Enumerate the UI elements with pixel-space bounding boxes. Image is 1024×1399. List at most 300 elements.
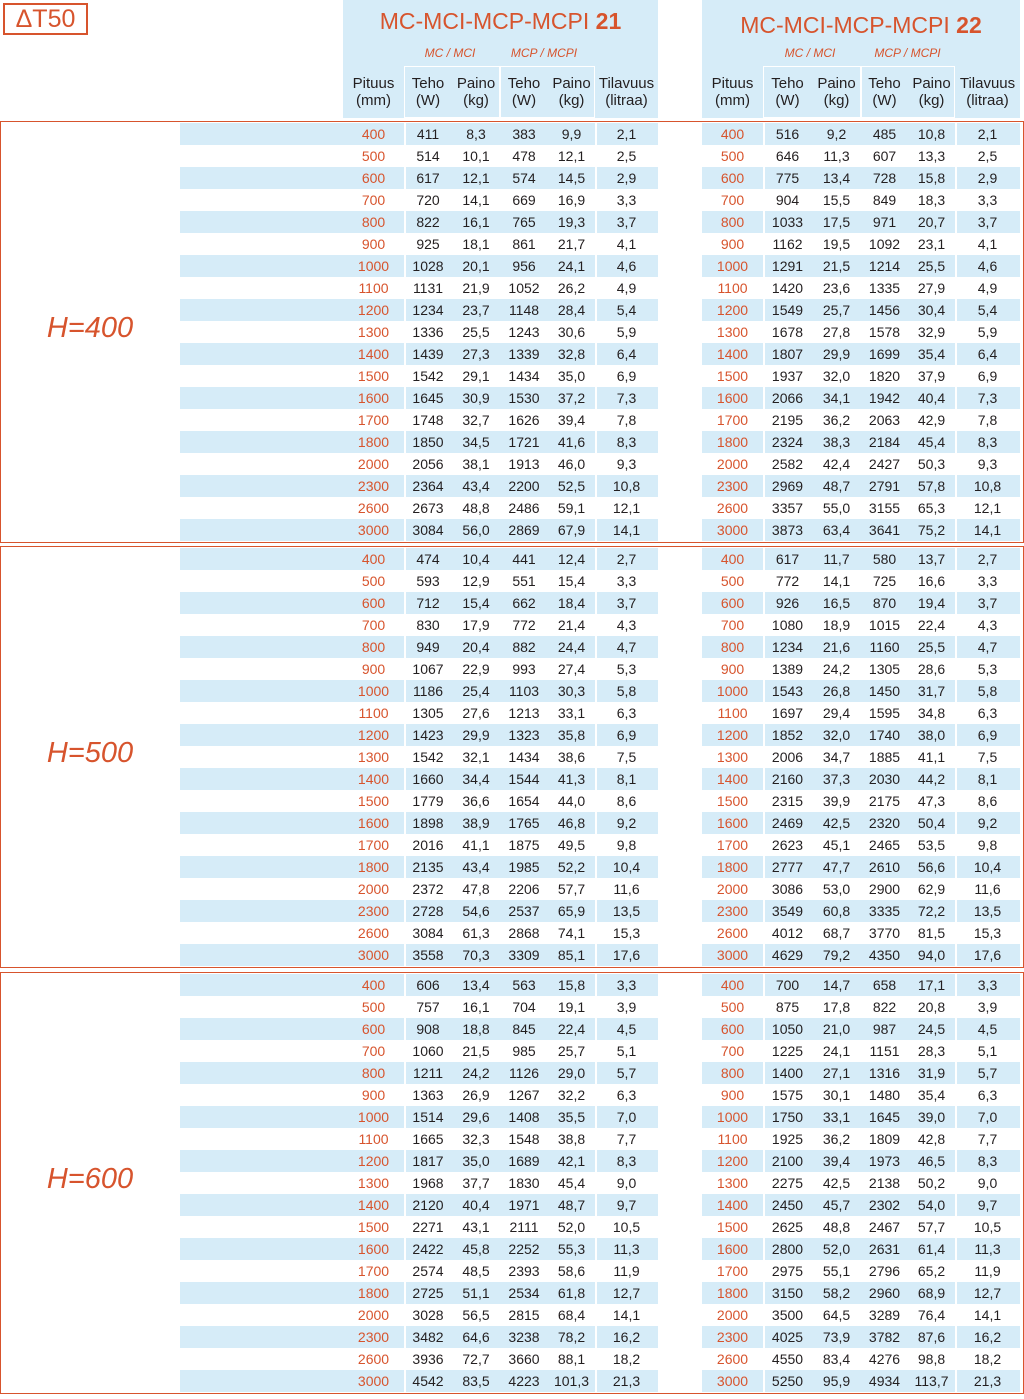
table-row xyxy=(0,1172,1024,1194)
cell-power-mcp-22: 1480 xyxy=(868,1087,901,1103)
cell-power-mcp-22: 2610 xyxy=(868,859,901,875)
cell-power-mcp-21: 1243 xyxy=(508,324,540,340)
cell-length-21: 1300 xyxy=(357,1175,390,1191)
cell-weight-mcp-22: 15,8 xyxy=(917,170,946,186)
table-row xyxy=(0,1194,1024,1216)
cell-weight-mcp-22: 38,0 xyxy=(917,727,946,743)
cell-length-21: 1800 xyxy=(357,859,390,875)
cell-power-mcp-22: 1335 xyxy=(868,280,901,296)
cell-power-mcp-22: 1973 xyxy=(868,1153,901,1169)
cell-power-mc-22: 3357 xyxy=(771,500,804,516)
cell-weight-mcp-22: 47,3 xyxy=(917,793,946,809)
cell-volume-21: 3,9 xyxy=(616,999,637,1015)
cell-weight-mcp-22: 50,2 xyxy=(917,1175,946,1191)
table-row xyxy=(0,812,1024,834)
cell-volume-21: 11,6 xyxy=(613,881,640,897)
cell-weight-mcp-21: 35,0 xyxy=(557,368,586,384)
cell-length-21: 900 xyxy=(361,1087,386,1103)
table-row xyxy=(0,1326,1024,1348)
column-header-unit: (kg) xyxy=(918,92,945,109)
table-row xyxy=(0,900,1024,922)
cell-weight-mcp-22: 53,5 xyxy=(917,837,946,853)
cell-length-22: 800 xyxy=(720,639,745,655)
cell-weight-mc-21: 22,9 xyxy=(462,661,490,677)
cell-length-21: 400 xyxy=(361,551,386,567)
table-row xyxy=(0,1304,1024,1326)
cell-power-mc-21: 617 xyxy=(416,170,440,186)
cell-power-mc-21: 2422 xyxy=(412,1241,444,1257)
cell-weight-mc-22: 55,1 xyxy=(822,1263,851,1279)
cell-weight-mc-21: 17,9 xyxy=(462,617,490,633)
table-row xyxy=(0,1238,1024,1260)
table-row xyxy=(0,856,1024,878)
table-row xyxy=(0,255,1024,277)
cell-power-mc-22: 1543 xyxy=(771,683,804,699)
cell-power-mcp-22: 1305 xyxy=(868,661,901,677)
cell-volume-21: 5,9 xyxy=(616,324,637,340)
cell-length-22: 1800 xyxy=(716,434,749,450)
cell-power-mc-21: 908 xyxy=(416,1021,440,1037)
table-row xyxy=(0,922,1024,944)
cell-power-mc-21: 3084 xyxy=(412,925,444,941)
cell-volume-21: 9,2 xyxy=(616,815,637,831)
cell-power-mc-21: 925 xyxy=(416,236,440,252)
cell-weight-mc-22: 38,3 xyxy=(822,434,851,450)
cell-weight-mcp-22: 19,4 xyxy=(917,595,946,611)
cell-volume-21: 5,8 xyxy=(616,683,637,699)
table-row xyxy=(0,768,1024,790)
table-row xyxy=(0,592,1024,614)
cell-volume-21: 9,7 xyxy=(616,1197,637,1213)
cell-power-mc-21: 1028 xyxy=(412,258,444,274)
cell-weight-mc-22: 36,2 xyxy=(822,412,851,428)
cell-volume-22: 4,7 xyxy=(977,639,998,655)
cell-weight-mc-21: 25,4 xyxy=(462,683,490,699)
cell-volume-21: 5,4 xyxy=(616,302,637,318)
cell-weight-mc-21: 18,1 xyxy=(462,236,490,252)
cell-length-21: 1700 xyxy=(357,1263,390,1279)
cell-power-mcp-21: 1530 xyxy=(508,390,540,406)
cell-volume-22: 4,9 xyxy=(977,280,998,296)
cell-length-21: 1700 xyxy=(357,837,390,853)
cell-length-22: 3000 xyxy=(716,1373,749,1389)
cell-weight-mc-21: 29,9 xyxy=(462,727,490,743)
cell-power-mc-22: 1852 xyxy=(771,727,804,743)
cell-weight-mcp-22: 16,6 xyxy=(917,573,946,589)
cell-power-mcp-21: 2534 xyxy=(508,1285,540,1301)
cell-power-mcp-21: 3238 xyxy=(508,1329,540,1345)
cell-weight-mcp-22: 41,1 xyxy=(917,749,946,765)
cell-length-22: 400 xyxy=(720,126,745,142)
cell-power-mcp-21: 1626 xyxy=(508,412,540,428)
cell-volume-21: 2,7 xyxy=(616,551,637,567)
cell-power-mcp-22: 725 xyxy=(872,573,897,589)
column-header-power-mcp-21 xyxy=(500,75,548,109)
cell-power-mcp-21: 669 xyxy=(512,192,536,208)
cell-length-21: 1800 xyxy=(357,1285,390,1301)
cell-length-21: 500 xyxy=(361,999,386,1015)
cell-length-21: 700 xyxy=(361,192,386,208)
cell-power-mcp-21: 3660 xyxy=(508,1351,540,1367)
table-row xyxy=(0,1260,1024,1282)
cell-volume-22: 4,3 xyxy=(977,617,998,633)
column-header-name: Pituus xyxy=(352,75,395,92)
cell-power-mcp-21: 574 xyxy=(512,170,536,186)
cell-weight-mc-22: 60,8 xyxy=(822,903,851,919)
cell-power-mcp-21: 1434 xyxy=(508,749,540,765)
table-row xyxy=(0,680,1024,702)
cell-volume-22: 10,4 xyxy=(973,859,1002,875)
cell-weight-mc-21: 48,8 xyxy=(462,500,490,516)
cell-weight-mcp-21: 35,8 xyxy=(557,727,586,743)
cell-power-mcp-22: 1645 xyxy=(868,1109,901,1125)
cell-weight-mc-21: 29,6 xyxy=(462,1109,490,1125)
cell-length-21: 2000 xyxy=(357,456,390,472)
cell-power-mc-22: 2800 xyxy=(771,1241,804,1257)
cell-power-mcp-21: 4223 xyxy=(508,1373,540,1389)
cell-power-mc-22: 1549 xyxy=(771,302,804,318)
cell-power-mc-21: 1817 xyxy=(412,1153,444,1169)
cell-volume-21: 11,3 xyxy=(613,1241,640,1257)
cell-weight-mcp-22: 50,4 xyxy=(917,815,946,831)
cell-volume-22: 2,9 xyxy=(977,170,998,186)
cell-weight-mc-22: 37,3 xyxy=(822,771,851,787)
cell-weight-mc-21: 35,0 xyxy=(462,1153,490,1169)
table-row xyxy=(0,497,1024,519)
cell-power-mcp-22: 2302 xyxy=(868,1197,901,1213)
cell-power-mcp-21: 1689 xyxy=(508,1153,540,1169)
cell-length-22: 1800 xyxy=(716,859,749,875)
cell-power-mc-21: 411 xyxy=(416,126,440,142)
cell-power-mcp-22: 1015 xyxy=(868,617,901,633)
cell-weight-mcp-21: 52,2 xyxy=(557,859,586,875)
cell-power-mc-22: 1697 xyxy=(771,705,804,721)
column-header-name: Pituus xyxy=(711,75,754,92)
cell-power-mc-21: 2271 xyxy=(412,1219,444,1235)
cell-weight-mc-21: 32,3 xyxy=(462,1131,490,1147)
cell-volume-22: 2,5 xyxy=(977,148,998,164)
model-prefix: MC-MCI-MCP-MCPI xyxy=(379,8,590,34)
cell-weight-mcp-21: 42,1 xyxy=(557,1153,586,1169)
cell-volume-22: 2,1 xyxy=(977,126,998,142)
cell-weight-mcp-21: 27,4 xyxy=(557,661,586,677)
cell-weight-mc-22: 45,1 xyxy=(822,837,851,853)
cell-power-mcp-22: 987 xyxy=(872,1021,897,1037)
cell-power-mc-22: 875 xyxy=(775,999,800,1015)
cell-power-mcp-21: 2815 xyxy=(508,1307,540,1323)
cell-volume-22: 3,3 xyxy=(977,192,998,208)
cell-length-21: 1200 xyxy=(357,302,390,318)
cell-power-mc-21: 1234 xyxy=(412,302,444,318)
column-header-name: Tilavuus xyxy=(959,75,1016,92)
cell-length-21: 900 xyxy=(361,661,386,677)
cell-length-21: 1300 xyxy=(357,749,390,765)
cell-volume-21: 15,3 xyxy=(612,925,641,941)
cell-weight-mcp-22: 45,4 xyxy=(917,434,946,450)
cell-weight-mc-22: 34,7 xyxy=(822,749,851,765)
cell-weight-mcp-22: 20,8 xyxy=(917,999,946,1015)
cell-volume-21: 10,4 xyxy=(612,859,641,875)
cell-length-21: 1700 xyxy=(357,412,390,428)
cell-power-mc-21: 593 xyxy=(416,573,440,589)
cell-power-mcp-21: 1654 xyxy=(508,793,540,809)
cell-weight-mc-22: 53,0 xyxy=(822,881,851,897)
cell-volume-22: 9,2 xyxy=(977,815,998,831)
column-header-name: Teho xyxy=(868,75,901,92)
cell-power-mc-22: 1050 xyxy=(771,1021,804,1037)
column-header-name: Teho xyxy=(771,75,804,92)
cell-weight-mc-21: 13,4 xyxy=(462,977,490,993)
cell-weight-mc-22: 21,5 xyxy=(822,258,851,274)
cell-weight-mc-22: 14,1 xyxy=(822,573,851,589)
cell-power-mcp-21: 441 xyxy=(512,551,536,567)
cell-volume-22: 8,6 xyxy=(977,793,998,809)
cell-power-mc-22: 772 xyxy=(775,573,800,589)
cell-length-22: 800 xyxy=(720,1065,745,1081)
cell-length-22: 1700 xyxy=(716,1263,749,1279)
cell-power-mc-21: 712 xyxy=(416,595,440,611)
cell-volume-22: 13,5 xyxy=(973,903,1002,919)
cell-weight-mc-21: 40,4 xyxy=(462,1197,490,1213)
cell-power-mc-22: 2066 xyxy=(771,390,804,406)
cell-volume-21: 17,6 xyxy=(612,947,641,963)
cell-weight-mc-21: 47,8 xyxy=(462,881,490,897)
cell-length-21: 1000 xyxy=(357,1109,390,1125)
cell-length-22: 2600 xyxy=(716,925,749,941)
cell-volume-21: 4,5 xyxy=(616,1021,637,1037)
cell-weight-mcp-21: 19,3 xyxy=(557,214,586,230)
cell-power-mcp-21: 1765 xyxy=(508,815,540,831)
cell-length-22: 700 xyxy=(720,617,745,633)
cell-volume-21: 2,1 xyxy=(616,126,637,142)
cell-length-22: 2000 xyxy=(716,881,749,897)
cell-volume-22: 9,3 xyxy=(977,456,998,472)
cell-length-21: 1500 xyxy=(357,793,390,809)
cell-power-mc-22: 1291 xyxy=(771,258,804,274)
cell-volume-21: 8,3 xyxy=(616,1153,637,1169)
cell-weight-mcp-22: 57,7 xyxy=(917,1219,946,1235)
cell-weight-mcp-22: 81,5 xyxy=(917,925,946,941)
cell-weight-mcp-21: 44,0 xyxy=(557,793,586,809)
cell-volume-21: 12,1 xyxy=(612,500,641,516)
cell-length-22: 1300 xyxy=(716,324,749,340)
cell-power-mcp-22: 4276 xyxy=(868,1351,901,1367)
cell-length-21: 2300 xyxy=(357,1329,390,1345)
cell-weight-mc-22: 29,4 xyxy=(822,705,851,721)
cell-weight-mcp-22: 65,2 xyxy=(917,1263,946,1279)
cell-power-mcp-21: 563 xyxy=(512,977,536,993)
column-header-volume-22 xyxy=(955,75,1020,109)
cell-length-21: 3000 xyxy=(357,522,390,538)
cell-weight-mc-21: 83,5 xyxy=(462,1373,490,1389)
cell-power-mc-22: 2450 xyxy=(771,1197,804,1213)
cell-power-mc-22: 1807 xyxy=(771,346,804,362)
cell-power-mcp-21: 1875 xyxy=(508,837,540,853)
cell-length-21: 1200 xyxy=(357,727,390,743)
cell-volume-21: 6,9 xyxy=(616,368,637,384)
cell-weight-mc-21: 21,9 xyxy=(462,280,490,296)
cell-power-mcp-21: 478 xyxy=(512,148,536,164)
cell-weight-mc-22: 73,9 xyxy=(822,1329,851,1345)
cell-weight-mc-22: 27,8 xyxy=(822,324,851,340)
cell-volume-22: 18,2 xyxy=(973,1351,1002,1367)
column-divider xyxy=(763,123,765,541)
cell-weight-mcp-22: 32,9 xyxy=(917,324,946,340)
cell-power-mcp-21: 662 xyxy=(512,595,536,611)
cell-weight-mc-21: 12,9 xyxy=(462,573,490,589)
cell-power-mcp-22: 3289 xyxy=(868,1307,901,1323)
cell-length-22: 1600 xyxy=(716,390,749,406)
column-header-unit: (kg) xyxy=(558,92,585,109)
cell-weight-mc-22: 27,1 xyxy=(822,1065,851,1081)
cell-volume-21: 6,4 xyxy=(616,346,637,362)
cell-weight-mc-22: 26,8 xyxy=(822,683,851,699)
cell-volume-22: 3,3 xyxy=(977,573,998,589)
cell-weight-mcp-21: 30,6 xyxy=(557,324,586,340)
cell-weight-mc-21: 32,7 xyxy=(462,412,490,428)
cell-power-mc-21: 949 xyxy=(416,639,440,655)
cell-volume-21: 5,3 xyxy=(616,661,637,677)
cell-length-22: 3000 xyxy=(716,522,749,538)
column-header-name: Paino xyxy=(456,75,496,92)
cell-weight-mc-21: 41,1 xyxy=(462,837,490,853)
cell-weight-mc-21: 21,5 xyxy=(462,1043,490,1059)
table-row xyxy=(0,343,1024,365)
cell-power-mc-22: 5250 xyxy=(771,1373,804,1389)
cell-weight-mcp-21: 57,7 xyxy=(557,881,586,897)
cell-power-mc-21: 830 xyxy=(416,617,440,633)
cell-length-21: 800 xyxy=(361,214,386,230)
cell-length-22: 2300 xyxy=(716,478,749,494)
cell-power-mc-22: 2625 xyxy=(771,1219,804,1235)
cell-power-mc-22: 700 xyxy=(775,977,800,993)
cell-weight-mcp-22: 65,3 xyxy=(917,500,946,516)
column-divider xyxy=(955,123,957,541)
cell-power-mcp-22: 485 xyxy=(872,126,897,142)
model-title-21 xyxy=(343,8,658,35)
cell-weight-mc-21: 45,8 xyxy=(462,1241,490,1257)
cell-weight-mc-22: 17,8 xyxy=(822,999,851,1015)
cell-power-mcp-21: 1103 xyxy=(508,683,540,699)
cell-power-mcp-22: 2960 xyxy=(868,1285,901,1301)
table-row xyxy=(0,1348,1024,1370)
column-header-unit: (kg) xyxy=(463,92,489,109)
cell-power-mcp-22: 2063 xyxy=(868,412,901,428)
cell-length-21: 1100 xyxy=(358,1131,389,1147)
cell-weight-mc-21: 61,3 xyxy=(462,925,490,941)
cell-weight-mc-21: 70,3 xyxy=(462,947,490,963)
cell-volume-22: 6,9 xyxy=(977,368,998,384)
cell-power-mc-22: 3086 xyxy=(771,881,804,897)
cell-weight-mc-22: 79,2 xyxy=(822,947,851,963)
cell-volume-21: 6,3 xyxy=(616,705,637,721)
cell-power-mcp-21: 993 xyxy=(512,661,536,677)
cell-power-mcp-21: 985 xyxy=(512,1043,536,1059)
cell-power-mcp-21: 2393 xyxy=(508,1263,540,1279)
cell-power-mcp-22: 2427 xyxy=(868,456,901,472)
cell-weight-mcp-22: 42,8 xyxy=(917,1131,946,1147)
cell-length-21: 400 xyxy=(361,977,386,993)
cell-length-21: 1400 xyxy=(357,346,390,362)
model-prefix: MC-MCI-MCP-MCPI xyxy=(740,12,950,38)
cell-power-mcp-22: 4934 xyxy=(868,1373,901,1389)
cell-power-mc-22: 2777 xyxy=(771,859,804,875)
cell-power-mcp-21: 1408 xyxy=(508,1109,540,1125)
cell-power-mcp-22: 1151 xyxy=(869,1043,900,1059)
cell-weight-mc-22: 24,1 xyxy=(822,1043,851,1059)
table-row xyxy=(0,1282,1024,1304)
cell-power-mc-21: 1211 xyxy=(412,1065,444,1081)
cell-power-mcp-22: 2184 xyxy=(868,434,901,450)
table-row xyxy=(0,658,1024,680)
cell-power-mcp-22: 2030 xyxy=(868,771,901,787)
cell-weight-mcp-21: 46,8 xyxy=(557,815,586,831)
cell-weight-mc-22: 47,7 xyxy=(822,859,851,875)
cell-power-mc-21: 1542 xyxy=(412,749,444,765)
cell-length-22: 3000 xyxy=(716,947,749,963)
cell-length-21: 1600 xyxy=(357,815,390,831)
cell-weight-mcp-22: 24,5 xyxy=(917,1021,946,1037)
cell-weight-mcp-21: 32,2 xyxy=(557,1087,586,1103)
cell-volume-21: 7,5 xyxy=(616,749,637,765)
cell-length-22: 1500 xyxy=(716,793,749,809)
cell-power-mc-21: 822 xyxy=(416,214,440,230)
table-row xyxy=(0,1062,1024,1084)
column-divider xyxy=(955,548,957,966)
cell-power-mcp-21: 772 xyxy=(512,617,536,633)
cell-length-21: 1200 xyxy=(357,1153,390,1169)
cell-volume-21: 18,2 xyxy=(612,1351,641,1367)
column-header-weight-mcp-22 xyxy=(908,75,955,109)
cell-length-21: 1500 xyxy=(357,1219,390,1235)
column-header-unit: (kg) xyxy=(823,92,850,109)
cell-weight-mcp-22: 18,3 xyxy=(917,192,946,208)
cell-volume-21: 10,8 xyxy=(612,478,641,494)
cell-weight-mcp-22: 13,3 xyxy=(917,148,946,164)
cell-power-mcp-21: 956 xyxy=(512,258,536,274)
cell-power-mc-22: 775 xyxy=(775,170,800,186)
cell-volume-22: 3,9 xyxy=(977,999,998,1015)
cell-power-mcp-22: 1578 xyxy=(868,324,901,340)
cell-weight-mcp-22: 20,7 xyxy=(917,214,946,230)
table-row xyxy=(0,614,1024,636)
cell-volume-21: 9,8 xyxy=(616,837,637,853)
cell-length-22: 900 xyxy=(720,1087,745,1103)
cell-weight-mcp-21: 65,9 xyxy=(557,903,586,919)
cell-power-mc-21: 2120 xyxy=(412,1197,444,1213)
cell-weight-mc-21: 37,7 xyxy=(462,1175,490,1191)
cell-volume-21: 4,9 xyxy=(616,280,637,296)
cell-weight-mcp-21: 88,1 xyxy=(557,1351,586,1367)
cell-volume-21: 2,9 xyxy=(616,170,637,186)
height-label: H=400 xyxy=(46,312,134,344)
cell-weight-mcp-21: 28,4 xyxy=(557,302,586,318)
cell-power-mc-21: 1067 xyxy=(412,661,444,677)
cell-volume-22: 7,3 xyxy=(977,390,998,406)
cell-power-mc-22: 1400 xyxy=(771,1065,804,1081)
cell-power-mcp-22: 870 xyxy=(872,595,897,611)
cell-power-mcp-21: 1971 xyxy=(508,1197,540,1213)
cell-power-mcp-22: 1885 xyxy=(868,749,901,765)
cell-weight-mcp-22: 31,7 xyxy=(917,683,946,699)
cell-weight-mc-21: 10,1 xyxy=(462,148,490,164)
table-row xyxy=(0,145,1024,167)
cell-power-mc-22: 1925 xyxy=(771,1131,804,1147)
cell-power-mc-22: 1389 xyxy=(771,661,804,677)
column-header-name: Tilavuus xyxy=(598,75,655,92)
cell-weight-mc-21: 25,5 xyxy=(462,324,490,340)
cell-weight-mcp-21: 68,4 xyxy=(557,1307,586,1323)
